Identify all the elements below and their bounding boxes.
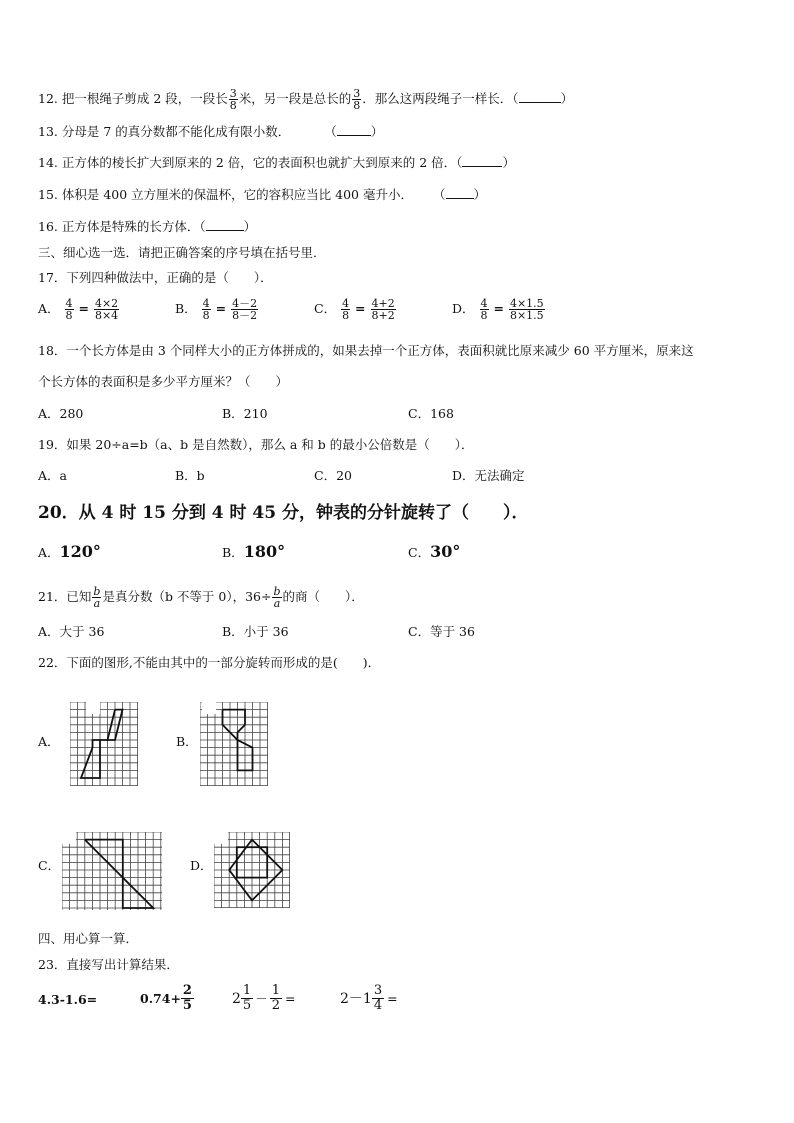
q12-fraction-2: $\frac{3}{8}$ <box>353 87 361 112</box>
q21-fraction-b-over-a-2: $\frac{b}{a}$ <box>273 585 281 610</box>
q14-text: 正方体的棱长扩大到原来的 2 倍，它的表面积也就扩大到原来的 2 倍．（ <box>61 155 463 170</box>
q23-expression-1: 4.3-1.6= <box>38 992 98 1007</box>
q20-option-b[interactable]: B．180° <box>222 542 286 561</box>
q12-text-1: 把一根绳子剪成 2 段，一段长 <box>61 91 228 106</box>
q22-label-c[interactable]: C． <box>38 858 61 873</box>
question-13: 13. 分母是 7 的真分数都不能化成有限小数． （ ） <box>38 124 384 139</box>
q16-answer-blank[interactable] <box>206 230 244 231</box>
question-14: 14. 正方体的棱长扩大到原来的 2 倍，它的表面积也就扩大到原来的 2 倍．（ ） <box>38 155 515 170</box>
q17-option-c[interactable]: C． $\frac{4}{8}$ = $\frac{4+2}{8+2}$ <box>314 297 395 322</box>
q20-option-a[interactable]: A．120° <box>38 542 101 561</box>
q13-number: 13. <box>38 124 58 139</box>
q20-option-c[interactable]: C．30° <box>408 542 461 561</box>
question-23: 23．直接写出计算结果． <box>38 957 179 972</box>
q18-option-b[interactable]: B．210 <box>222 406 268 421</box>
q22-figure-d[interactable] <box>214 832 290 908</box>
q13-answer-blank[interactable] <box>337 135 371 136</box>
q14-number: 14. <box>38 155 58 170</box>
q21-option-c[interactable]: C．等于 36 <box>408 624 475 639</box>
q21-fraction-b-over-a: $\frac{b}{a}$ <box>93 585 101 610</box>
q17-option-a[interactable]: A． $\frac{4}{8}$ = $\frac{4\times 2}{8\times 4}$ <box>38 297 119 322</box>
q19-option-c[interactable]: C．20 <box>314 468 352 483</box>
q21-option-a[interactable]: A．大于 36 <box>38 624 105 639</box>
q19-option-b[interactable]: B．b <box>175 468 205 483</box>
q17-option-d[interactable]: D． $\frac{4}{8}$ = $\frac{4\times 1.5}{8\times 1.5}$ <box>452 297 544 322</box>
q12-text-2: 米，另一段是总长的 <box>238 91 352 106</box>
q12-fraction-1: $\frac{3}{8}$ <box>229 87 237 112</box>
q19-option-d[interactable]: D．无法确定 <box>452 468 525 483</box>
q15-text: 体积是 400 立方厘米的保温杯，它的容积应当比 400 毫升小． <box>61 187 413 202</box>
question-22: 22．下面的图形,不能由其中的一部分旋转而形成的是( )． <box>38 655 381 670</box>
q23-expression-2: 0.74+ $\frac{2}{5}$ <box>140 983 192 1013</box>
q22-figure-c[interactable] <box>62 832 162 910</box>
section-3-heading: 三、细心选一选．请把正确答案的序号填在括号里． <box>38 245 326 260</box>
question-20: 20．从 4 时 15 分到 4 时 45 分，钟表的分针旋转了（ ）． <box>38 503 529 523</box>
q15-number: 15. <box>38 187 58 202</box>
q22-label-b[interactable]: B． <box>176 734 198 749</box>
q14-answer-blank[interactable] <box>462 166 502 167</box>
question-16: 16. 正方体是特殊的长方体．（ ） <box>38 219 257 234</box>
q23-expression-3: 2 1 5 － $\frac{1}{2}$ = <box>232 983 296 1013</box>
q17-option-b[interactable]: B． $\frac{4}{8}$ = $\frac{4-2}{8-2}$ <box>175 297 258 322</box>
q22-label-a[interactable]: A． <box>38 734 60 749</box>
question-18-line-1: 18．一个长方体是由 3 个同样大小的正方体拼成的，如果去掉一个正方体，表面积就比原来减少 60 平方厘米，原来这 <box>38 343 694 358</box>
q12-number: 12. <box>38 91 58 106</box>
q22-figure-a[interactable] <box>70 702 138 786</box>
q18-option-c[interactable]: C．168 <box>408 406 454 421</box>
question-15: 15. 体积是 400 立方厘米的保温杯，它的容积应当比 400 毫升小． （ ） <box>38 187 487 202</box>
q21-option-b[interactable]: B．小于 36 <box>222 624 289 639</box>
q15-answer-blank[interactable] <box>446 198 474 199</box>
question-12: 12. 把一根绳子剪成 2 段，一段长 $\frac{3}{8}$ 米，另一段是总长的 $\frac{3}{8}$ ．那么这两段绳子一样长．（ ） <box>38 87 574 112</box>
q12-text-3: ．那么这两段绳子一样长．（ <box>362 91 519 106</box>
q12-answer-blank[interactable] <box>519 102 561 103</box>
q22-label-d[interactable]: D． <box>190 858 213 873</box>
q13-text: 分母是 7 的真分数都不能化成有限小数． <box>61 124 291 139</box>
question-17: 17．下列四种做法中，正确的是（ ）． <box>38 270 273 285</box>
q22-figure-b[interactable] <box>200 702 268 786</box>
q18-option-a[interactable]: A．280 <box>38 406 84 421</box>
q19-option-a[interactable]: A．a <box>38 468 67 483</box>
question-18-line-2: 个长方体的表面积是多少平方厘米？（ ） <box>38 374 289 389</box>
question-21: 21．已知 $\frac{b}{a}$ 是真分数（b 不等于 0），36÷ $\frac{b}{a}$ 的商（ ）． <box>38 585 364 610</box>
question-19: 19．如果 20÷a=b（a、b 是自然数），那么 a 和 b 的最小公倍数是（ ）． <box>38 437 474 452</box>
q16-number: 16. <box>38 219 58 234</box>
q16-text: 正方体是特殊的长方体．（ <box>61 219 206 234</box>
section-4-heading: 四、用心算一算． <box>38 931 139 946</box>
q23-expression-4: 2－1 $\frac{3}{4}$ = <box>340 983 398 1013</box>
